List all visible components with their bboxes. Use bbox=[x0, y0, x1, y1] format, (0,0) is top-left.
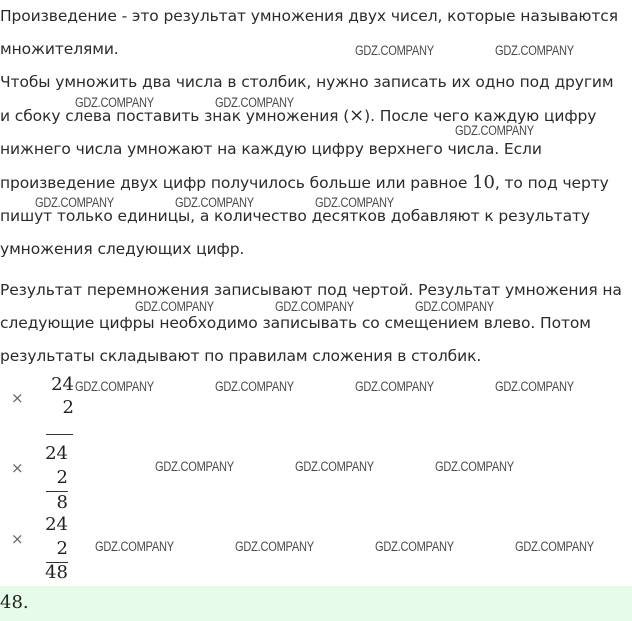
step3-top-number: 24 bbox=[45, 514, 68, 535]
watermark: GDZ.COMPANY bbox=[295, 459, 374, 474]
watermark: GDZ.COMPANY bbox=[375, 539, 454, 554]
watermark: GDZ.COMPANY bbox=[275, 299, 354, 314]
step1-line bbox=[46, 434, 73, 435]
step1-bottom-number: 2 bbox=[62, 397, 74, 418]
multiply-sign-step3: × bbox=[11, 530, 24, 548]
method-text-b: ). После чего каждую цифру нижнего числа умножают на каждую цифру верхнего числа. Если произведение двух цифр получилось больше или равное bbox=[0, 107, 597, 192]
watermark: GDZ.COMPANY bbox=[415, 299, 494, 314]
multiply-sign-step2: × bbox=[11, 459, 24, 477]
definition-paragraph: Произведение - это результат умножения двух чисел, которые называются множителями. bbox=[0, 7, 618, 58]
watermark: GDZ.COMPANY bbox=[95, 539, 174, 554]
watermark: GDZ.COMPANY bbox=[235, 539, 314, 554]
method-text-a: Чтобы умножить два числа в столбик, нужно записать их одно под другим и сбоку слева поставить знак умножения ( bbox=[0, 73, 614, 125]
multiply-sign-step1: × bbox=[11, 389, 24, 407]
step1-top-number: 24 bbox=[51, 374, 74, 395]
step3-result: 48 bbox=[45, 562, 68, 583]
watermark: GDZ.COMPANY bbox=[515, 539, 594, 554]
watermark: GDZ.COMPANY bbox=[175, 195, 254, 210]
watermark: GDZ.COMPANY bbox=[355, 43, 434, 58]
multiply-sign-inline: × bbox=[349, 105, 365, 126]
watermark: GDZ.COMPANY bbox=[455, 123, 534, 138]
number-ten: 10 bbox=[472, 172, 495, 193]
watermark: GDZ.COMPANY bbox=[315, 195, 394, 210]
watermark: GDZ.COMPANY bbox=[215, 95, 294, 110]
watermark: GDZ.COMPANY bbox=[75, 379, 154, 394]
step2-bottom-number: 2 bbox=[56, 467, 68, 488]
answer-box bbox=[0, 586, 632, 621]
step2-result: 8 bbox=[56, 492, 68, 513]
watermark: GDZ.COMPANY bbox=[75, 95, 154, 110]
method-text-c: , то под черту пишут только единицы, а количество десятков добавляют к результату умножения следующих цифр. bbox=[0, 174, 609, 258]
watermark: GDZ.COMPANY bbox=[135, 299, 214, 314]
watermark: GDZ.COMPANY bbox=[495, 43, 574, 58]
step2-top-number: 24 bbox=[45, 443, 68, 464]
result-paragraph: Результат перемножения записывают под чертой. Результат умножения на следующие цифры необходимо записывать со смещением влево. Потом результаты складывают по правилам сложения в столбик. bbox=[0, 281, 622, 365]
watermark: GDZ.COMPANY bbox=[495, 379, 574, 394]
watermark: GDZ.COMPANY bbox=[215, 379, 294, 394]
watermark: GDZ.COMPANY bbox=[155, 459, 234, 474]
answer-value: 48. bbox=[0, 592, 29, 613]
step3-bottom-number: 2 bbox=[56, 538, 68, 559]
watermark: GDZ.COMPANY bbox=[35, 195, 114, 210]
watermark: GDZ.COMPANY bbox=[435, 459, 514, 474]
watermark: GDZ.COMPANY bbox=[355, 379, 434, 394]
